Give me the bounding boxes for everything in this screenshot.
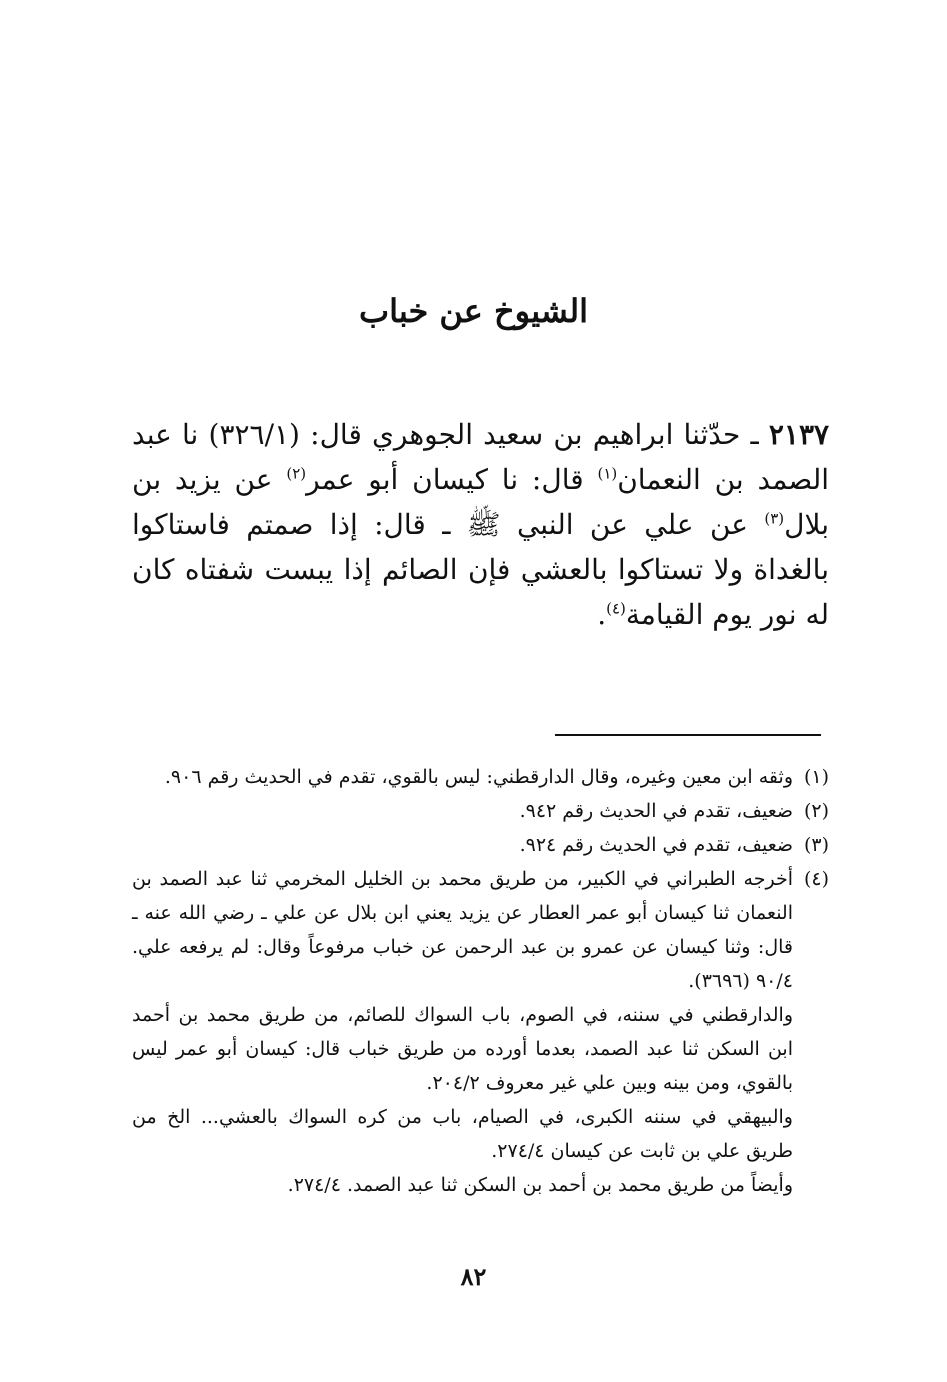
footnote-ref-3: (٣) bbox=[764, 509, 785, 528]
footnote-divider bbox=[555, 734, 821, 736]
hadith-text bbox=[132, 412, 829, 637]
footnote-number: (١) bbox=[803, 766, 829, 788]
footnote-text: ضعيف، تقدم في الحديث رقم ٩٤٢. bbox=[519, 800, 793, 822]
footnote-number: (٤) bbox=[803, 868, 829, 890]
footnote-text: أخرجه الطبراني في الكبير، من طريق محمد بن الخليل المخرمي ثنا عبد الصمد بن النعمان ثنا كيسان أبو عمر العطار عن يزيد يعني ابن بلال عن علي ـ رضي الله عنه ـ قال: وثنا كيسان عن عمرو بن عبد الرحمن عن خباب مرفوعاً وقال: لم يرفعه علي. ٩٠/٤ (٣٦٩٦). bbox=[132, 868, 793, 992]
footnote-3 bbox=[132, 828, 829, 862]
footnote-4-continuation-2: والبيهقي في سننه الكبرى، في الصيام، باب من كره السواك بالعشي... الخ من طريق علي بن ثابت عن كيسان ٢٧٤/٤. bbox=[132, 1106, 793, 1162]
footnote-4 bbox=[132, 862, 829, 998]
footnote-number: (٣) bbox=[803, 834, 829, 856]
hadith-segment-4: عن علي عن النبي ﷺ ـ قال: إذا صمتم فاستاكوا بالغداة ولا تستاكوا بالعشي فإن الصائم إذا يبست شفتاه كان له نور يوم القيامة bbox=[132, 508, 829, 631]
hadith-paragraph bbox=[132, 412, 829, 637]
footnote-ref-4: (٤) bbox=[606, 599, 626, 618]
page-number: ٨٢ bbox=[460, 1262, 487, 1291]
footnote-4-continuation-1: والدارقطني في سننه، في الصوم، باب السواك للصائم، من طريق محمد بن أحمد ابن السكن ثنا عبد الصمد، بعدما أورده من طريق خباب قال: كيسان أبو عمر ليس بالقوي، ومن بينه وبين علي غير معروف ٢٠٤/٢. bbox=[132, 1004, 793, 1094]
hadith-segment-2: قال: نا كيسان أبو عمر bbox=[306, 463, 598, 496]
hadith-number: ٢١٣٧ bbox=[768, 418, 830, 451]
footnote-text: ضعيف، تقدم في الحديث رقم ٩٢٤. bbox=[519, 834, 793, 856]
footnote-1 bbox=[132, 760, 829, 794]
section-title: الشيوخ عن خباب bbox=[358, 292, 589, 330]
footnote-text: وثقه ابن معين وغيره، وقال الدارقطني: ليس بالقوي، تقدم في الحديث رقم ٩٠٦. bbox=[164, 766, 793, 788]
footnote-2 bbox=[132, 794, 829, 828]
hadith-segment-1: ـ حدّثنا ابراهيم بن سعيد الجوهري قال: (٣٢٦/١) نا عبد الصمد بن النعمان bbox=[132, 418, 830, 496]
footnote-ref-1: (١) bbox=[597, 464, 618, 483]
hadith-end: . bbox=[597, 598, 607, 631]
hadith-segment-3: عن يزيد بن بلال bbox=[132, 463, 829, 541]
footnote-number: (٢) bbox=[803, 800, 829, 822]
footnotes bbox=[132, 760, 829, 1202]
footnote-4-continuation-3: وأيضاً من طريق محمد بن أحمد بن السكن ثنا عبد الصمد. ٢٧٤/٤. bbox=[287, 1174, 793, 1196]
footnote-ref-2: (٢) bbox=[286, 464, 307, 483]
